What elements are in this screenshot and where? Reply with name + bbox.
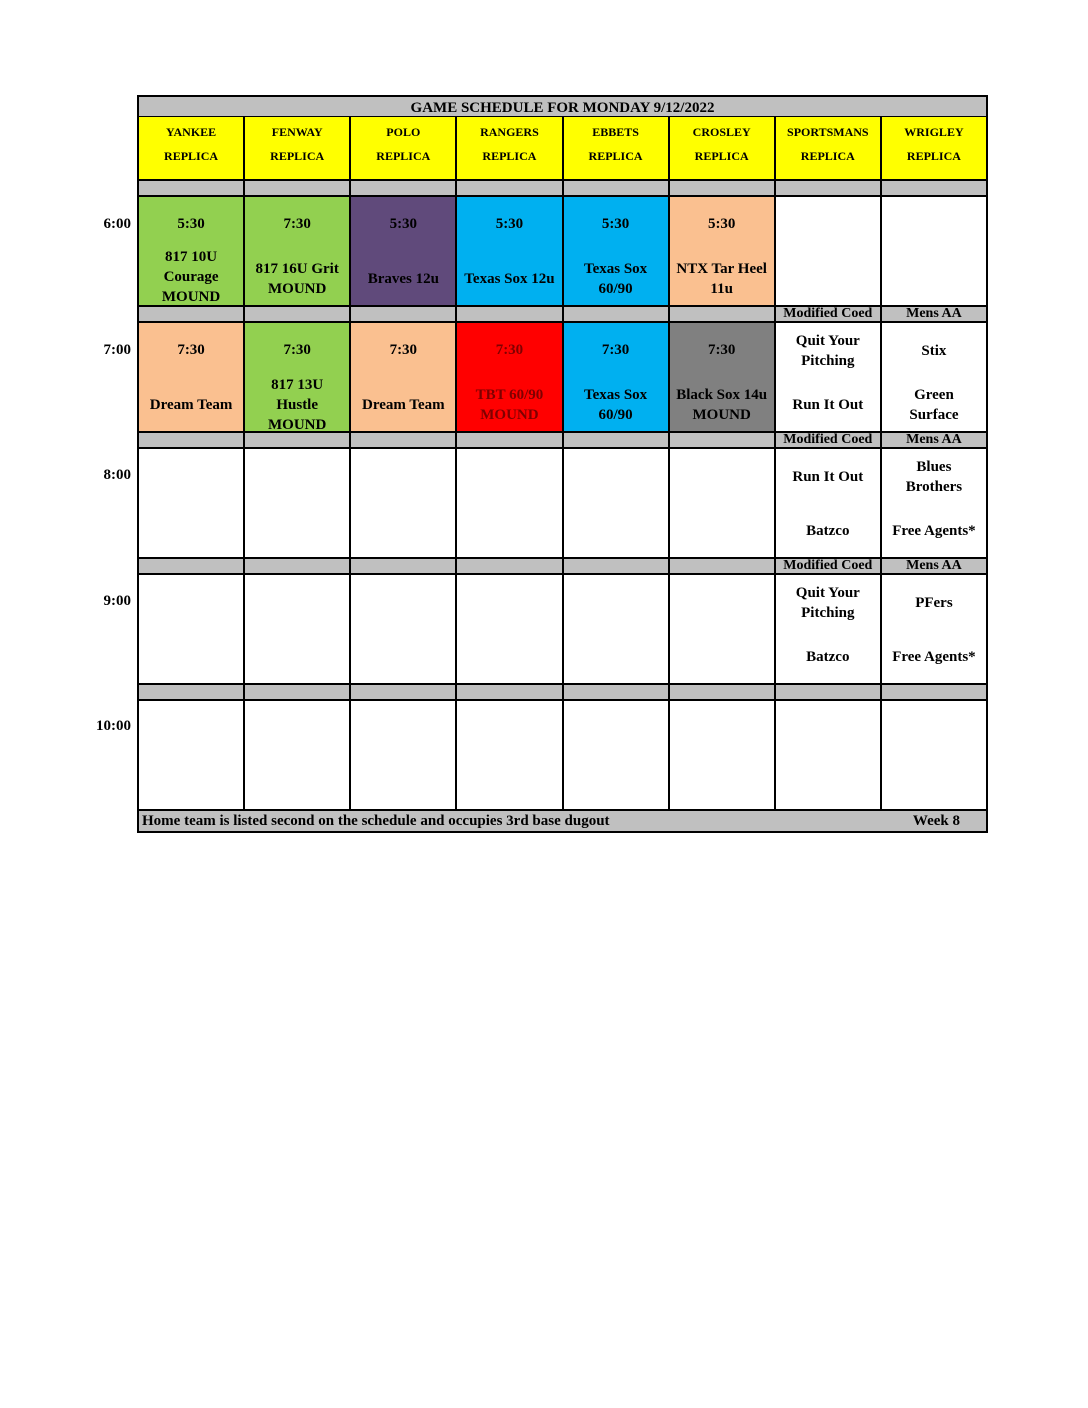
field-header: CROSLEY REPLICA: [670, 117, 776, 179]
division-label: Modified Coed: [776, 559, 882, 573]
divider-row: [137, 685, 988, 701]
division-label: Mens AA: [906, 307, 962, 321]
slot-row-9: [137, 575, 988, 685]
field-header: EBBETS REPLICA: [564, 117, 670, 179]
empty-cell: [882, 197, 986, 305]
game-cell: 7:30 Texas Sox 60/90: [564, 323, 670, 431]
division-label: Mens AA: [906, 559, 962, 573]
time-label-8: 8:00: [103, 467, 131, 483]
slot-row-6: [137, 197, 988, 307]
schedule-table: [137, 95, 988, 833]
game-cell: 7:30 TBT 60/90 MOUND: [457, 323, 563, 431]
game-cell: 7:30 817 16U Grit MOUND: [245, 197, 351, 305]
division-label: Mens AA: [906, 433, 962, 447]
game-cell: 5:30 NTX Tar Heel 11u: [670, 197, 776, 305]
division-row: [137, 559, 988, 575]
game-cell: 5:30 Braves 12u: [351, 197, 457, 305]
division-label: Modified Coed: [776, 307, 882, 321]
slot-row-10: [137, 701, 988, 811]
game-cell: 7:30 Dream Team: [139, 323, 245, 431]
field-header: YANKEE REPLICA: [139, 117, 245, 179]
game-cell: 5:30 817 10U Courage MOUND: [139, 197, 245, 305]
game-cell: 5:30 Texas Sox 12u: [457, 197, 563, 305]
time-label-7: 7:00: [103, 342, 131, 358]
game-cell: PFers Free Agents*: [882, 575, 986, 683]
slot-row-8: [137, 449, 988, 559]
footer-bar: [137, 811, 988, 833]
division-row: [137, 307, 988, 323]
slot-row-7: [137, 323, 988, 433]
week-label: Week 8: [912, 813, 960, 829]
game-cell: Stix Green Surface: [882, 323, 986, 431]
time-label-9: 9:00: [103, 593, 131, 609]
game-cell: 7:30 Black Sox 14u MOUND: [670, 323, 776, 431]
game-cell: Blues Brothers Free Agents*: [882, 449, 986, 557]
division-label: Modified Coed: [776, 433, 882, 447]
home-team-note: Home team is listed second on the schedule and occupies 3rd base dugout: [142, 813, 610, 829]
field-header: SPORTSMANS REPLICA: [776, 117, 882, 179]
field-header: RANGERS REPLICA: [457, 117, 563, 179]
field-header: POLO REPLICA: [351, 117, 457, 179]
division-row: [137, 433, 988, 449]
game-cell: 7:30 Dream Team: [351, 323, 457, 431]
divider-row: [137, 181, 988, 197]
field-header-row: [137, 117, 988, 181]
game-cell: Quit Your Pitching Batzco: [776, 575, 882, 683]
empty-cell: [776, 197, 882, 305]
time-label-10: 10:00: [96, 718, 131, 734]
field-header: FENWAY REPLICA: [245, 117, 351, 179]
schedule-title: GAME SCHEDULE FOR MONDAY 9/12/2022: [137, 95, 988, 117]
game-cell: Run It Out Batzco: [776, 449, 882, 557]
game-cell: 5:30 Texas Sox 60/90: [564, 197, 670, 305]
field-header: WRIGLEY REPLICA: [904, 125, 964, 163]
time-label-6: 6:00: [103, 216, 131, 232]
game-cell: Quit Your Pitching Run It Out: [776, 323, 882, 431]
game-cell: 7:30 817 13U Hustle MOUND: [245, 323, 351, 431]
